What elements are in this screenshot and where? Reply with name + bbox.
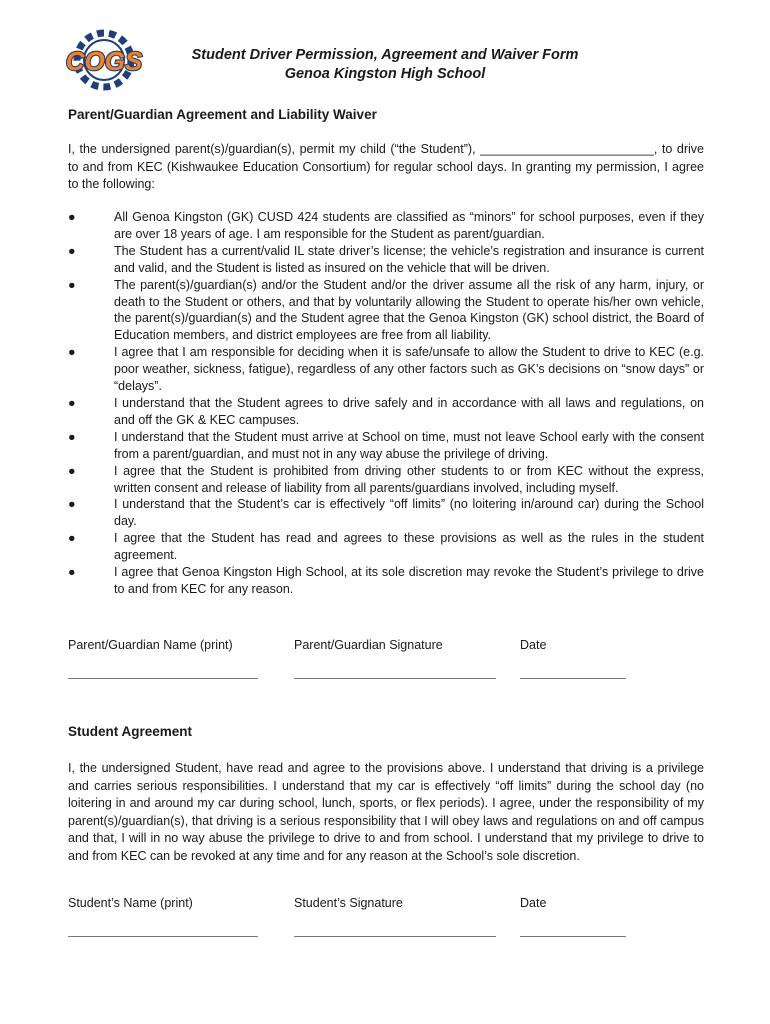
bullet-icon: ● [68,345,76,360]
parent-signature-label: Parent/Guardian Signature [294,638,443,652]
student-signature-block [294,896,403,910]
list-item-text: All Genoa Kingston (GK) CUSD 424 students are classified as “minors” for school purposes, even if they are over 18 years of age. I am responsible for the Student as parent/guardian. [114,210,704,241]
student-name-block [68,896,193,910]
parent-signature-row [68,638,708,708]
list-item-text: I understand that the Student’s car is effectively “off limits” (no loitering in/around car) during the School day. [114,497,704,529]
student-name-label: Student’s Name (print) [68,896,193,910]
parent-section-heading: Parent/Guardian Agreement and Liability Waiver [68,107,377,122]
list-item-text: I agree that Genoa Kingston High School, at its sole discretion may revoke the Student’s privilege to drive to and from KEC for any reason. [114,565,704,596]
student-signature-label: Student’s Signature [294,896,403,910]
student-signature-field[interactable] [294,936,496,937]
list-item-text: I agree that I am responsible for deciding when it is safe/unsafe to allow the Student to drive to KEC (e.g. poor weather, sickness, fatigue), regardless of any other factors such as GK’s decisions on “snow days” or “delays”. [114,345,704,394]
parent-date-label: Date [520,638,547,652]
parent-signature-field[interactable] [294,678,496,679]
parent-name-label: Parent/Guardian Name (print) [68,638,233,652]
list-item [68,209,704,243]
list-item-text: I agree that the Student has read and agrees to these provisions as well as the rules in the student agreement. [114,531,704,563]
list-item [68,463,704,497]
bullet-icon: ● [68,531,76,546]
parent-name-field[interactable] [68,678,258,679]
bullet-icon: ● [68,463,76,478]
list-item [68,395,704,429]
student-agreement-paragraph: I, the undersigned Student, have read and agree to the provisions above. I understand that driving is a privilege and carries serious responsibilities. I understand that my car is effectively “off limits” during the school day (no loitering in and around my car during school, lunch, sports, or flex periods). I agree, under the responsibility of my parent(s)/guardian(s), that driving is a serious responsibility that I will obey laws and regulations on and off campus and that, I will in no way abuse the privilege to drive to and from school. I understand that my privilege to drive to and from KEC can be revoked at any time and for any reason at the School’s sole discretion. [68,761,704,863]
student-section-heading: Student Agreement [68,724,193,739]
student-name-field[interactable] [68,936,258,937]
list-item-text: I agree that the Student is prohibited from driving other students to or from KEC without the express, written consent and release of liability from all parents/guardians involved, including myself. [114,463,704,495]
list-item-text: The parent(s)/guardian(s) and/or the Student and/or the driver assume all the risk of any harm, injury, or death to the Student or others, and that by voluntarily allowing the Student to operate his/her own vehicle, the parent(s)/guardian(s) and the Student agree that the Genoa Kingston (GK) school district, the Board of Education members, and district employees are free from all liability. [114,277,704,343]
bullet-icon: ● [68,210,76,224]
list-item [68,530,704,564]
parent-name-block [68,638,233,652]
agreement-list [68,209,704,598]
list-item-text: The Student has a current/valid IL state driver’s license; the vehicle’s registration and insurance is current and valid, and the Student is listed as insured on the vehicle that will be driven. [114,243,704,275]
bullet-icon: ● [68,243,76,258]
bullet-icon: ● [68,277,76,292]
list-item [68,564,704,598]
title-line-2: Genoa Kingston High School [284,66,486,82]
logo-wordmark: COGS [65,46,143,76]
bullet-icon: ● [68,565,76,580]
list-item [68,344,704,395]
form-title [150,46,620,84]
parent-signature-block [294,638,443,652]
parent-date-block [520,638,546,652]
student-date-field[interactable] [520,936,626,937]
gear-logo-icon [58,24,150,96]
parent-date-field[interactable] [520,678,626,679]
list-item [68,429,704,463]
parent-intro-paragraph: I, the undersigned parent(s)/guardian(s), permit my child (“the Student”), _________________________, to drive to and from KEC (Kishwaukee Education Consortium) for regular school days. In granting my permission, I agree to the following: [68,142,704,191]
student-signature-row [68,896,708,966]
student-date-block [520,896,546,910]
list-item [68,277,704,345]
list-item [68,243,704,277]
list-item [68,496,704,530]
bullet-icon: ● [68,429,76,444]
title-line-1: Student Driver Permission, Agreement and Waiver Form [191,47,579,63]
school-logo [58,24,150,96]
list-item-text: I understand that the Student must arrive at School on time, must not leave School early with the consent from a parent/guardian, and must not in any way abuse the privilege of driving. [114,429,704,461]
bullet-icon: ● [68,497,76,512]
bullet-icon: ● [68,395,76,410]
student-date-label: Date [520,896,547,910]
list-item-text: I understand that the Student agrees to drive safely and in accordance with all laws and regulations, on and off the GK & KEC campuses. [114,395,704,427]
